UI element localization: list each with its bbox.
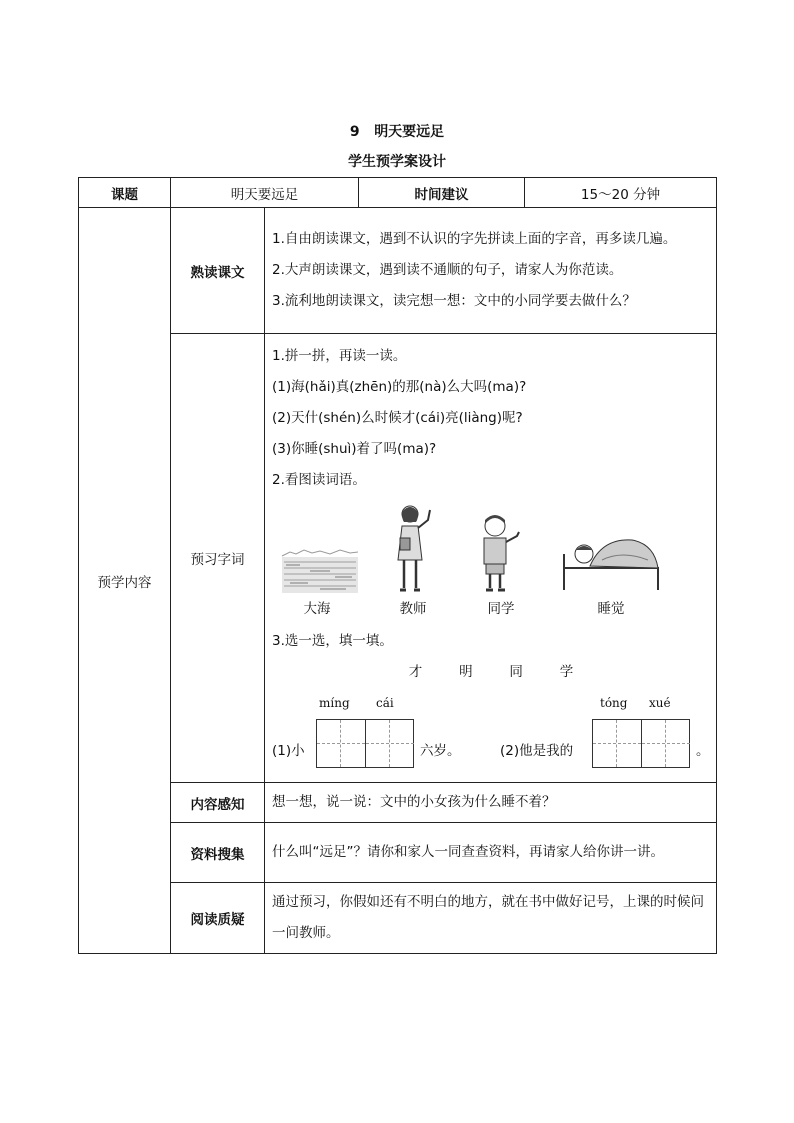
picture-labels xyxy=(272,594,710,626)
time-label: 时间建议 xyxy=(359,178,525,208)
pinyin-tong: tóng xyxy=(600,695,628,710)
perception-text: 想一想，说一说：文中的小女孩为什么睡不着？ xyxy=(265,783,717,823)
answer-box-1[interactable] xyxy=(316,719,414,768)
word-sea: 大海 xyxy=(303,601,331,617)
questions-text: 通过预习，你假如还有不明白的地方，就在书中做好记号，上课的时候问一问教师。 xyxy=(265,883,717,954)
choice-4: 学 xyxy=(559,663,574,680)
time-value: 15～20 分钟 xyxy=(525,178,717,208)
words-row xyxy=(79,334,717,783)
reading-item-2: 2.大声朗读课文，遇到读不通顺的句子，请家人为你范读。 xyxy=(272,262,623,278)
classmate-icon xyxy=(473,512,525,594)
sea-icon xyxy=(280,528,360,594)
lesson-number: 9 xyxy=(349,124,360,140)
words-content xyxy=(265,334,717,783)
choice-3: 同 xyxy=(509,663,523,680)
reading-content xyxy=(265,208,717,334)
perception-label: 内容感知 xyxy=(171,783,265,823)
teacher-picture xyxy=(386,502,440,594)
q1-item-2: (2)天什(shén)么时候才(cái)亮(liàng)呢? xyxy=(272,409,523,426)
preview-table xyxy=(78,177,717,954)
words-label: 预习字词 xyxy=(171,334,265,783)
topic-value: 明天要远足 xyxy=(171,178,359,208)
pinyin-ming: míng xyxy=(319,695,350,710)
header-row xyxy=(79,178,717,208)
fill2-suffix: 。 xyxy=(696,742,710,759)
q2-title: 2.看图读词语。 xyxy=(272,471,366,488)
pinyin-xue: xué xyxy=(649,695,671,710)
sea-picture xyxy=(274,528,366,594)
fill2-prefix: (2)他是我的 xyxy=(500,742,574,759)
answer-box-2[interactable] xyxy=(592,719,690,768)
topic-label: 课题 xyxy=(79,178,171,208)
lesson-name: 明天要远足 xyxy=(374,124,445,140)
research-label: 资料搜集 xyxy=(171,823,265,883)
fill1-prefix: (1)小 xyxy=(272,742,305,759)
q1-title: 1.拼一拼，再读一读。 xyxy=(272,347,407,364)
word-classmate: 同学 xyxy=(487,601,515,617)
pinyin-cai: cái xyxy=(376,695,394,710)
choice-words xyxy=(272,657,710,688)
section-label: 预学内容 xyxy=(79,208,171,954)
sleeping-picture xyxy=(560,524,664,594)
q3-title: 3.选一选，填一填。 xyxy=(272,632,393,649)
classmate-picture xyxy=(470,512,528,594)
questions-row xyxy=(79,883,717,954)
word-sleep: 睡觉 xyxy=(597,601,625,617)
reading-label: 熟读课文 xyxy=(171,208,265,334)
choice-2: 明 xyxy=(459,663,473,680)
research-row xyxy=(79,823,717,883)
reading-item-3: 3.流利地朗读课文，读完想一想：文中的小同学要去做什么？ xyxy=(272,293,636,309)
page-subtitle: 学生预学案设计 xyxy=(348,154,446,170)
reading-row xyxy=(79,208,717,334)
lesson-title xyxy=(0,121,794,141)
q1-item-3: (3)你睡(shuì)着了吗(ma)? xyxy=(272,440,437,457)
fill-in-area xyxy=(272,688,710,776)
choice-1: 才 xyxy=(408,663,423,680)
q1-item-1: (1)海(hǎi)真(zhēn)的那(nà)么大吗(ma)? xyxy=(272,378,527,395)
sleeping-icon xyxy=(562,524,662,594)
word-teacher: 教师 xyxy=(399,601,427,617)
reading-item-1: 1.自由朗读课文，遇到不认识的字先拼读上面的字音，再多读几遍。 xyxy=(272,231,677,247)
questions-label: 阅读质疑 xyxy=(171,883,265,954)
perception-row xyxy=(79,783,717,823)
picture-row xyxy=(272,502,710,594)
teacher-icon xyxy=(388,502,438,594)
research-text: 什么叫“远足”？请你和家人一同查查资料，再请家人给你讲一讲。 xyxy=(265,823,717,883)
fill1-suffix: 六岁。 xyxy=(420,742,461,759)
